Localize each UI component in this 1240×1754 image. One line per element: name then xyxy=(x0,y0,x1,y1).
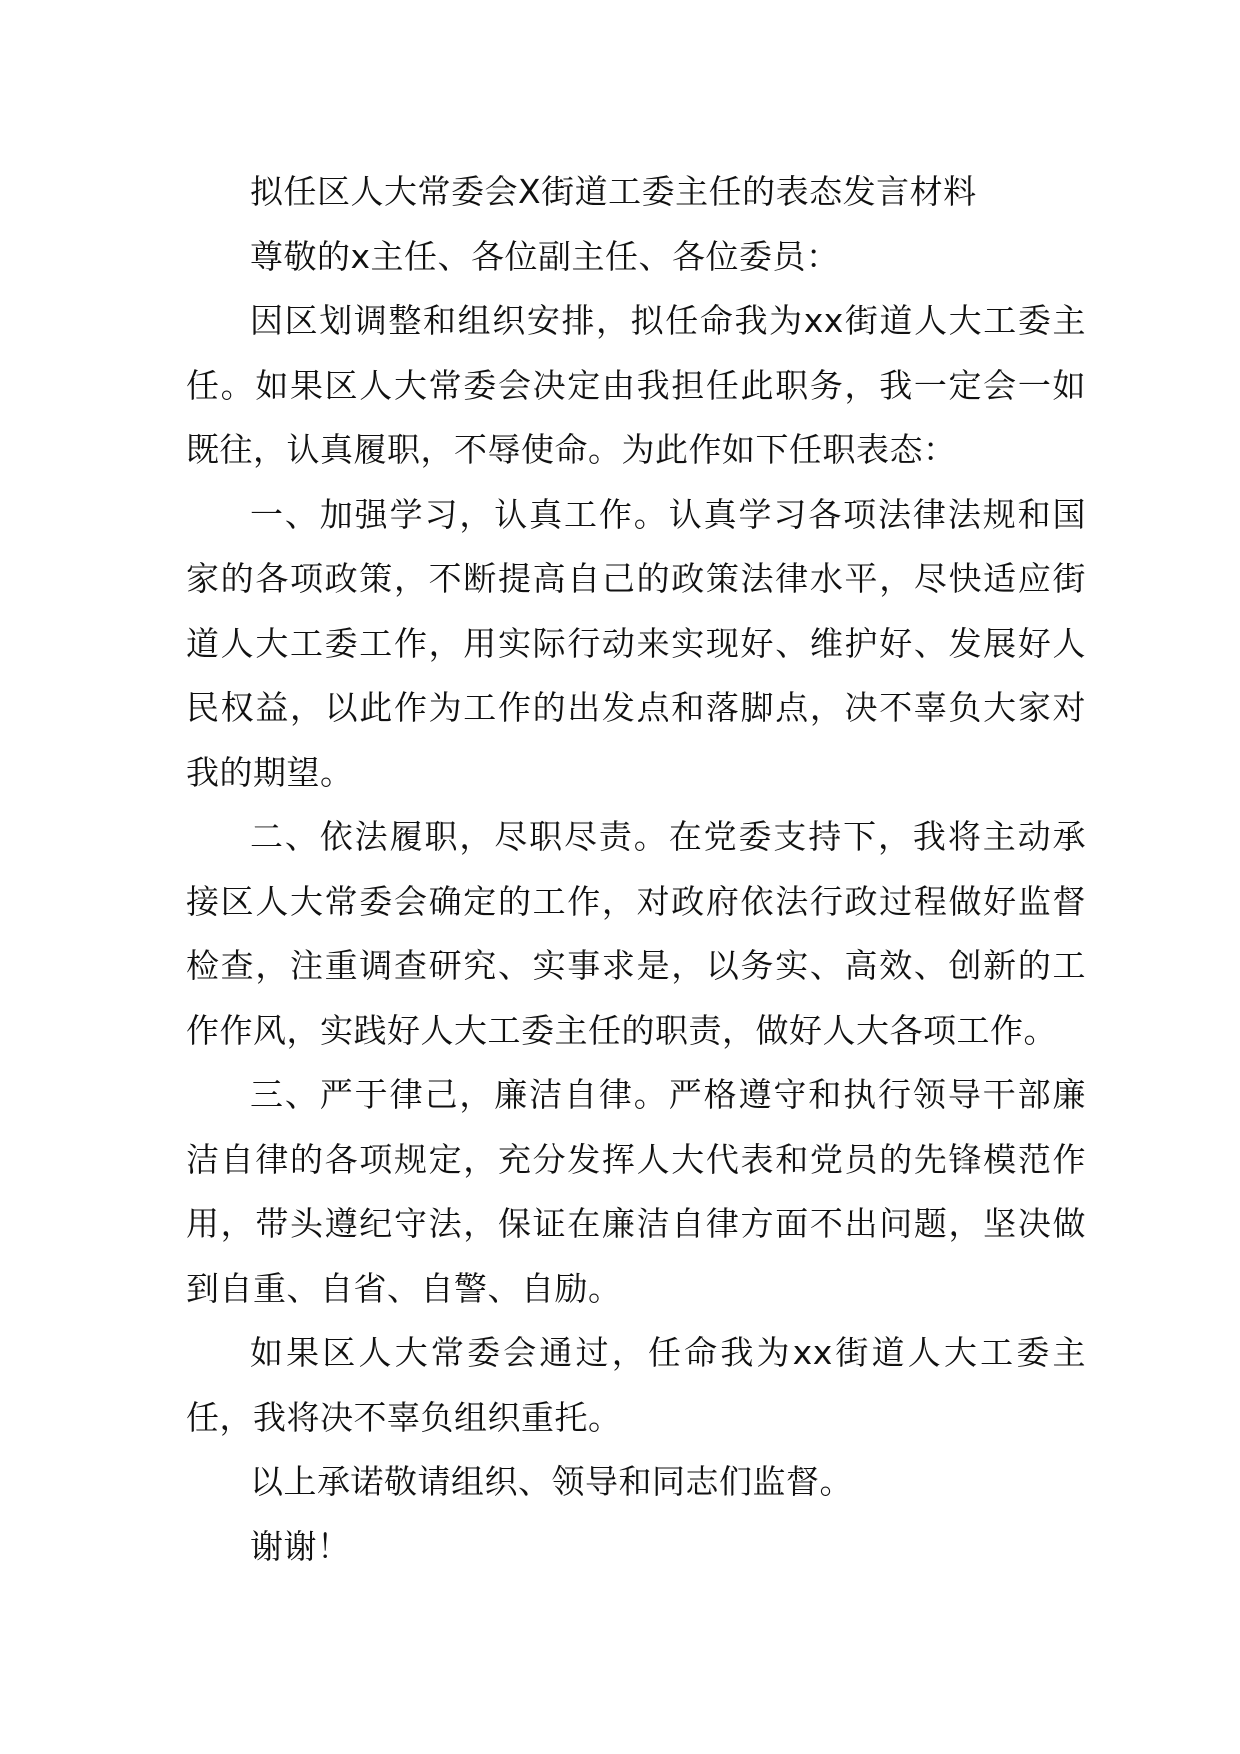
paragraph-point-two: 二、依法履职，尽职尽责。在党委支持下，我将主动承接区人大常委会确定的工作，对政府依法行政过程做好监督检查，注重调查研究、实事求是，以务实、高效、创新的工作作风，实践好人大工委主任的职责，做好人大各项工作。 xyxy=(186,817,1086,1050)
document-title: 拟任区人大常委会X街道工委主任的表态发言材料 xyxy=(250,172,977,211)
paragraph-supervision: 以上承诺敬请组织、领导和同志们监督。 xyxy=(250,1462,853,1501)
paragraph-conclusion: 如果区人大常委会通过，任命我为xx街道人大工委主任，我将决不辜负组织重托。 xyxy=(186,1333,1086,1437)
paragraph-point-three: 三、严于律己，廉洁自律。严格遵守和执行领导干部廉洁自律的各项规定，充分发挥人大代表和党员的先锋模范作用，带头遵纪守法，保证在廉洁自律方面不出问题，坚决做到自重、自省、自警、自励。 xyxy=(186,1075,1086,1308)
salutation: 尊敬的x主任、各位副主任、各位委员： xyxy=(250,236,840,276)
paragraph-intro: 因区划调整和组织安排，拟任命我为xx街道人大工委主任。如果区人大常委会决定由我担任此职务，我一定会一如既往，认真履职，不辱使命。为此作如下任职表态： xyxy=(186,301,1086,469)
paragraph-thanks: 谢谢！ xyxy=(250,1526,351,1566)
document-page xyxy=(186,160,1086,1579)
paragraph-point-one: 一、加强学习，认真工作。认真学习各项法律法规和国家的各项政策，不断提高自己的政策法律水平，尽快适应街道人大工委工作，用实际行动来实现好、维护好、发展好人民权益，以此作为工作的出发点和落脚点，决不辜负大家对我的期望。 xyxy=(186,494,1086,792)
